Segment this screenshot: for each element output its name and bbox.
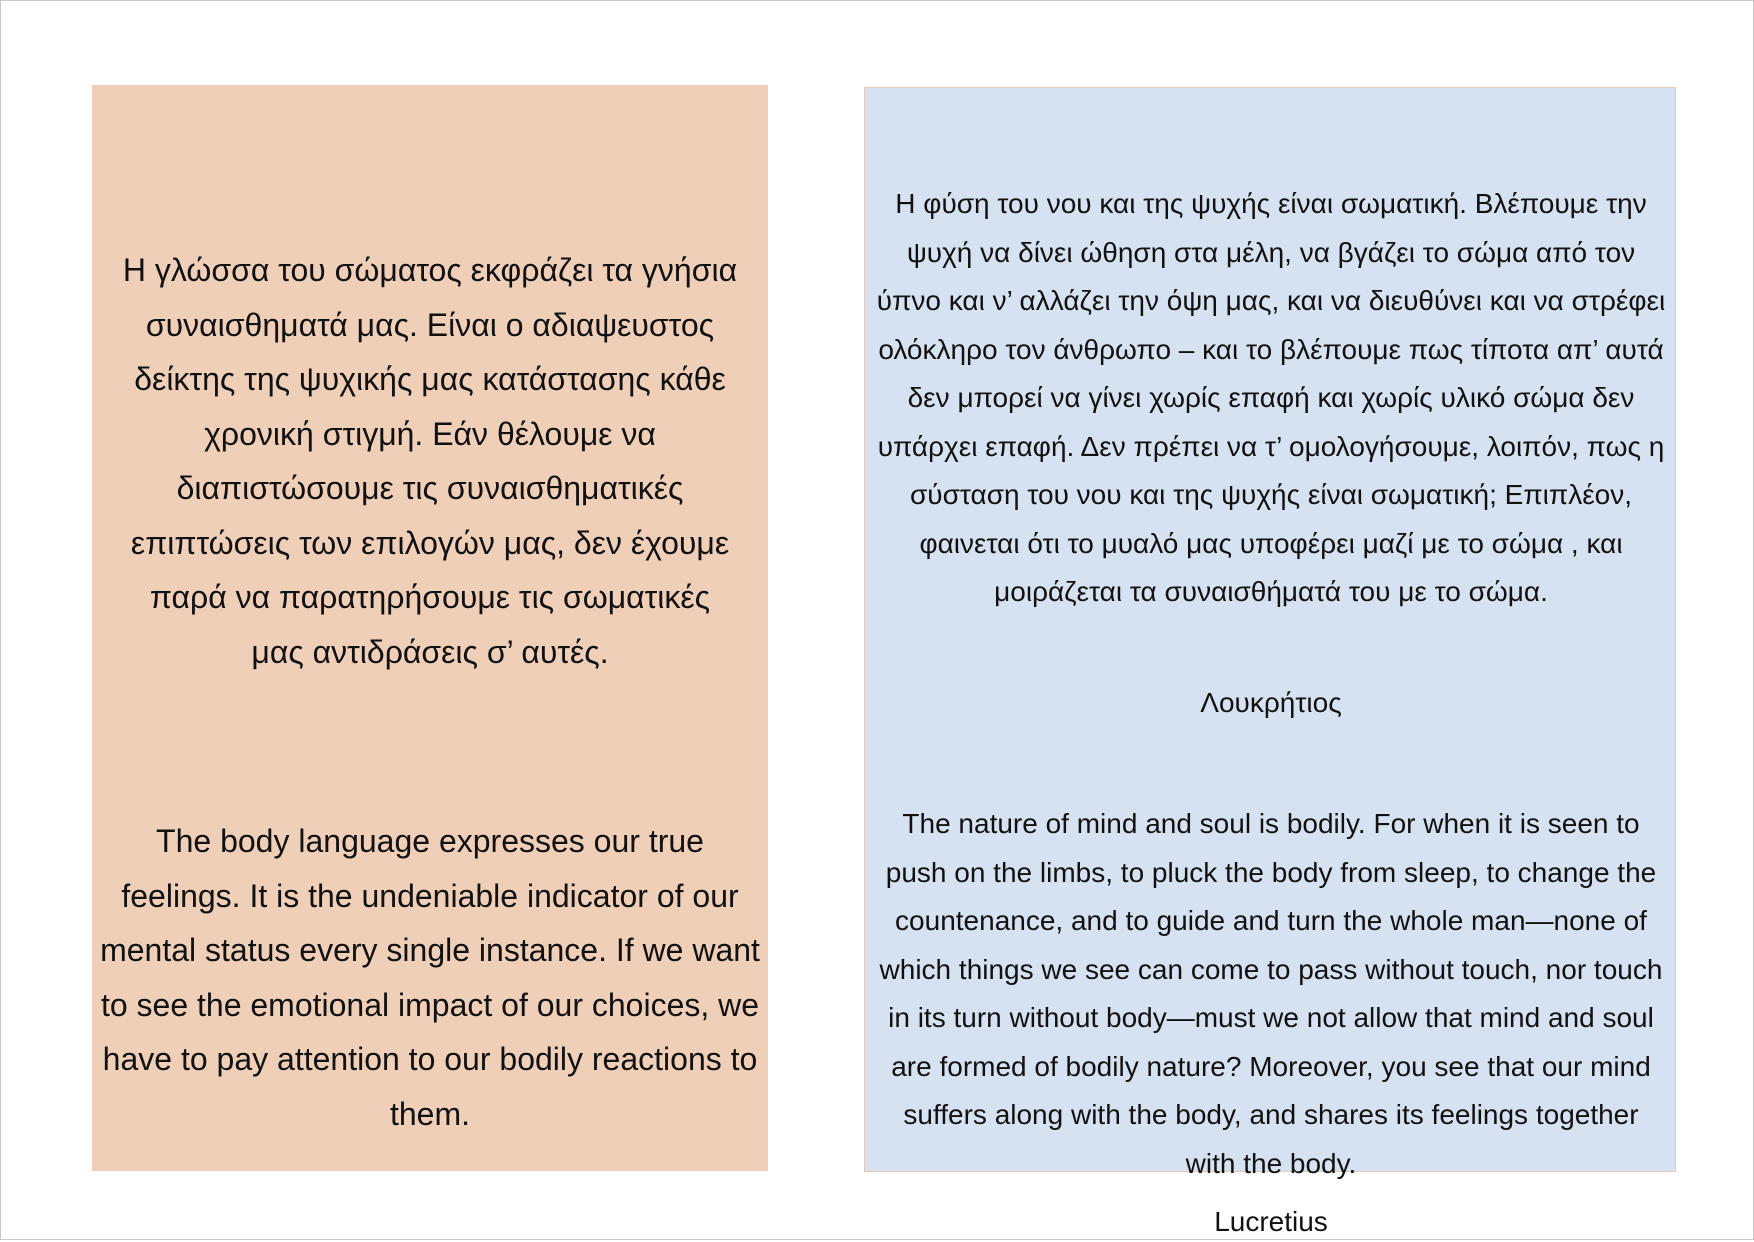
english-paragraph: The body language expresses our true feelings. It is the undeniable indicator of our mental status every single instance. If we want to see the emotional impact of our choices, we have to pay attention to our bodily reactions to them. — [100, 823, 760, 1132]
greek-quote-author: Λουκρήτιος — [1200, 687, 1342, 718]
greek-paragraph: Η γλώσσα του σώματος εκφράζει τα γνήσια συναισθηματά μας. Είναι ο αδιαψευστος δείκτης της ψυχικής μας κατάστασης κάθε χρονική στιγμή. Εάν θέλουμε να διαπιστώσουμε τις συναισθηματικές επιπτώσεις των επιλογών μας, δεν έχουμε παρά να παρατηρήσουμε τις σωματικές μας αντιδράσεις σ’ αυτές. — [122, 252, 738, 670]
right-quote-panel — [864, 87, 1676, 1237]
left-text-panel — [92, 85, 768, 1171]
greek-quote: Η φύση του νου και της ψυχής είναι σωματική. Βλέπουμε την ψυχή να δίνει ώθηση στα μέλη, να βγάζει το σώμα από τον ύπνο και ν’ αλλάζει την όψη μας, και να διευθύνει και να στρέφει ολόκληρο τον άνθρωπο – και το βλέπουμε πως τίποτα απ’ αυτά δεν μπορεί να γίνει χωρίς επαφή και χωρίς υλικό σώμα δεν υπάρχει επαφή. Δεν πρέπει να τ’ ομολογήσουμε, λοιπόν, πως η σύσταση του νου και της ψυχής είναι σωματική; Επιπλέον, φαινεται ότι το μυαλό μας υποφέρει μαζί με το σώμα , και μοιράζεται τα συναισθήματά του με το σώμα. — [876, 188, 1666, 607]
english-quote: The nature of mind and soul is bodily. For when it is seen to push on the limbs, to pluck the body from sleep, to change the countenance, and to guide and turn the whole man—none of which things we see can come to pass without touch, nor touch in its turn without body—must we not allow that mind and soul are formed of bodily nature? Moreover, you see that our mind suffers along with the body, and shares its feelings together with the body. — [879, 808, 1663, 1179]
english-quote-author: Lucretius — [1214, 1206, 1328, 1237]
